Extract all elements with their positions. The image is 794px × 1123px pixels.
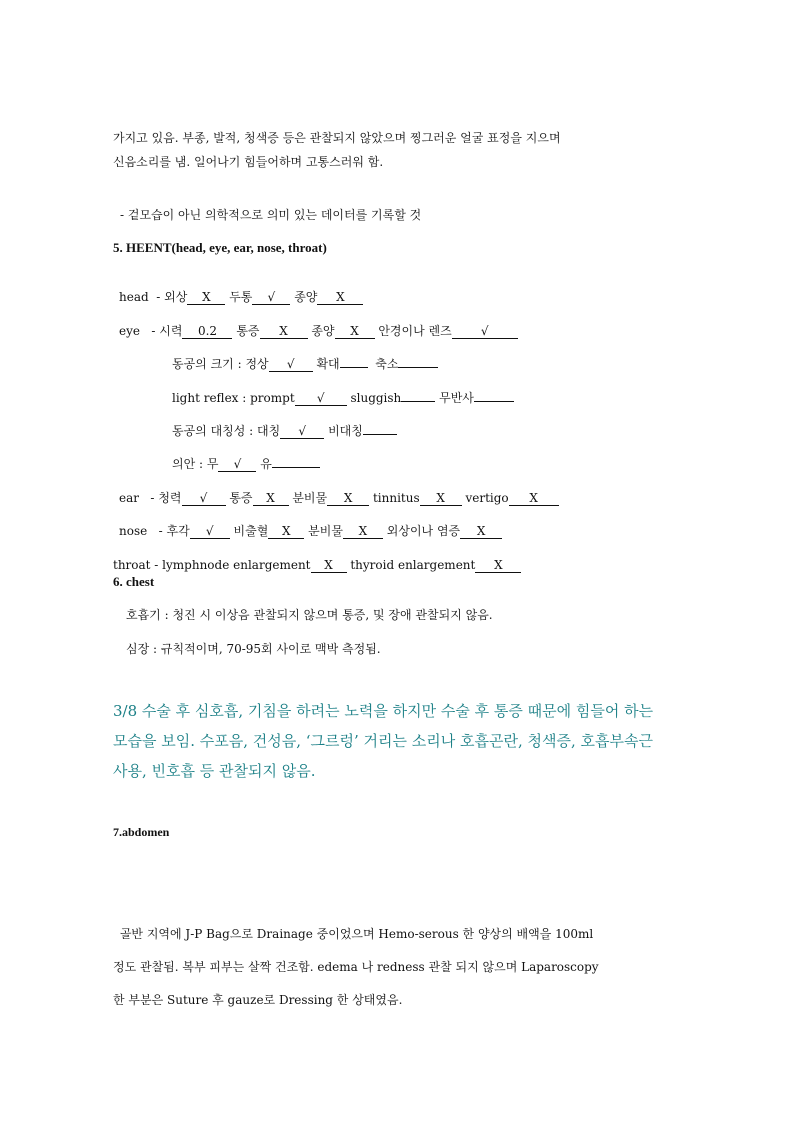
abdomen-heading: 7.abdomen: [113, 825, 170, 839]
chest-heart-text: 심장 : 규칙적이며, 70-95회 사이로 맥박 측정됨.: [126, 642, 381, 656]
ear-label: ear -: [119, 491, 159, 505]
intro-line-2: 신음소리를 냄. 일어나기 힘들어하며 고통스러워 함.: [113, 155, 384, 169]
teal-note-line-2: 모습을 보임. 수포음, 건성음, ‘그르렁’ 거리는 소리나 호흡곤란, 청색증, 호흡부속근: [113, 732, 653, 750]
teal-note-line-1: 3/8 수술 후 심호흡, 기침을 하려는 노력을 하지만 수술 후 통증 때문에 힘들어 하는: [113, 702, 654, 720]
pupil-symmetry-label: 동공의 대칭성 :: [172, 424, 258, 438]
intro-line-1: 가지고 있음. 부종, 발적, 청색증 등은 관찰되지 않았으며 찡그러운 얼굴 표정을 지으며: [113, 131, 561, 145]
nose-item-value: √: [190, 524, 230, 539]
ear-item-label: vertigo: [465, 491, 509, 505]
heent-ear-row: [119, 474, 559, 506]
ear-item-label: 분비물: [292, 491, 328, 505]
head-item-label: 종양: [294, 290, 318, 304]
note-text: - 겉모습이 아닌 의학적으로 의미 있는 데이터를 기록할 것: [120, 208, 422, 222]
prosthetic-eye-row: [172, 440, 320, 472]
pupil-symmetry-row: [172, 407, 397, 439]
abdomen-line-1: 골반 지역에 J-P Bag으로 Drainage 중이었으며 Hemo-serous 한 양상의 배액을 100ml: [116, 927, 594, 941]
eye-item-value: X: [335, 324, 375, 339]
prosthetic-item-value: √: [218, 457, 256, 472]
prosthetic-label: 의안 :: [172, 457, 207, 471]
head-item-label: 외상: [164, 290, 188, 304]
ear-item-value: X: [420, 491, 462, 506]
teal-note-line-3: 사용, 빈호흡 등 관찰되지 않음.: [113, 762, 316, 780]
nose-item-value: X: [460, 524, 502, 539]
ear-item-label: tinnitus: [372, 491, 420, 505]
ear-item-value: X: [253, 491, 289, 506]
light-reflex-item-label: 무반사: [439, 391, 474, 405]
heent-throat-row: [113, 541, 521, 573]
eye-item-label: 안경이나 렌즈: [378, 324, 452, 338]
heent-eye-row: [119, 307, 518, 339]
head-label: head -: [119, 290, 165, 304]
pupil-size-item-value: [340, 367, 368, 368]
pupil-symmetry-item-label: 대칭: [257, 424, 281, 438]
light-reflex-item-label: sluggish: [350, 391, 402, 405]
chest-respiration-text: 호흡기 : 청진 시 이상음 관찰되지 않으며 통증, 및 장애 관찰되지 않음.: [126, 608, 493, 622]
heent-heading: 5. HEENT(head, eye, ear, nose, throat): [113, 240, 327, 255]
ear-item-value: X: [327, 491, 369, 506]
chest-heading: 6. chest: [113, 574, 155, 589]
eye-item-label: 시력: [159, 324, 183, 338]
light-reflex-item-value: √: [295, 391, 347, 406]
nose-item-label: 분비물: [308, 524, 343, 538]
nose-item-label: 비출혈: [233, 524, 269, 538]
ear-item-value: X: [509, 491, 559, 506]
nose-label: nose -: [119, 524, 167, 538]
pupil-size-item-value: [398, 367, 438, 368]
throat-item-label: lymphnode enlargement: [162, 558, 311, 572]
throat-item-value: X: [475, 558, 521, 573]
head-item-value: X: [187, 290, 225, 305]
ear-item-label: 청력: [158, 491, 182, 505]
nose-item-label: 외상이나 염증: [386, 524, 461, 538]
pupil-symmetry-item-value: [363, 434, 397, 435]
pupil-size-item-value: √: [269, 357, 313, 372]
light-reflex-item-label: prompt: [250, 391, 295, 405]
abdomen-line-2: 정도 관찰됨. 복부 피부는 살짝 건조함. edema 나 redness 관찰 되지 않으며 Laparoscopy: [113, 960, 599, 974]
light-reflex-item-value: [474, 401, 514, 402]
prosthetic-item-value: [272, 467, 320, 468]
pupil-size-label: 동공의 크기 :: [172, 357, 246, 371]
heent-head-row: [119, 273, 363, 305]
head-item-value: √: [252, 290, 290, 305]
prosthetic-item-label: 무: [206, 457, 219, 471]
light-reflex-row: [172, 374, 514, 406]
pupil-size-row: [172, 340, 438, 372]
prosthetic-item-label: 유: [260, 457, 272, 471]
pupil-size-item-label: 확대: [316, 357, 340, 371]
pupil-size-item-label: 정상: [245, 357, 269, 371]
abdomen-line-3: 한 부분은 Suture 후 gauze로 Dressing 한 상태였음.: [113, 993, 403, 1007]
eye-item-value: 0.2: [182, 324, 232, 339]
nose-item-label: 후각: [166, 524, 190, 538]
throat-label: throat -: [113, 558, 163, 572]
light-reflex-label: light reflex :: [172, 391, 251, 405]
eye-item-label: 종양: [311, 324, 335, 338]
throat-item-label: thyroid enlargement: [350, 558, 476, 572]
eye-item-value: X: [260, 324, 308, 339]
eye-label: eye -: [119, 324, 160, 338]
head-item-label: 두통: [229, 290, 253, 304]
pupil-symmetry-item-value: √: [280, 424, 324, 439]
heent-nose-row: [119, 507, 502, 539]
light-reflex-item-value: [401, 401, 435, 402]
nose-item-value: X: [343, 524, 383, 539]
pupil-size-item-label: 축소: [375, 357, 399, 371]
nose-item-value: X: [268, 524, 304, 539]
eye-item-value: √: [452, 324, 518, 339]
head-item-value: X: [317, 290, 363, 305]
ear-item-label: 통증: [229, 491, 253, 505]
ear-item-value: √: [182, 491, 226, 506]
pupil-symmetry-item-label: 비대칭: [328, 424, 363, 438]
throat-item-value: X: [311, 558, 347, 573]
eye-item-label: 통증: [236, 324, 260, 338]
